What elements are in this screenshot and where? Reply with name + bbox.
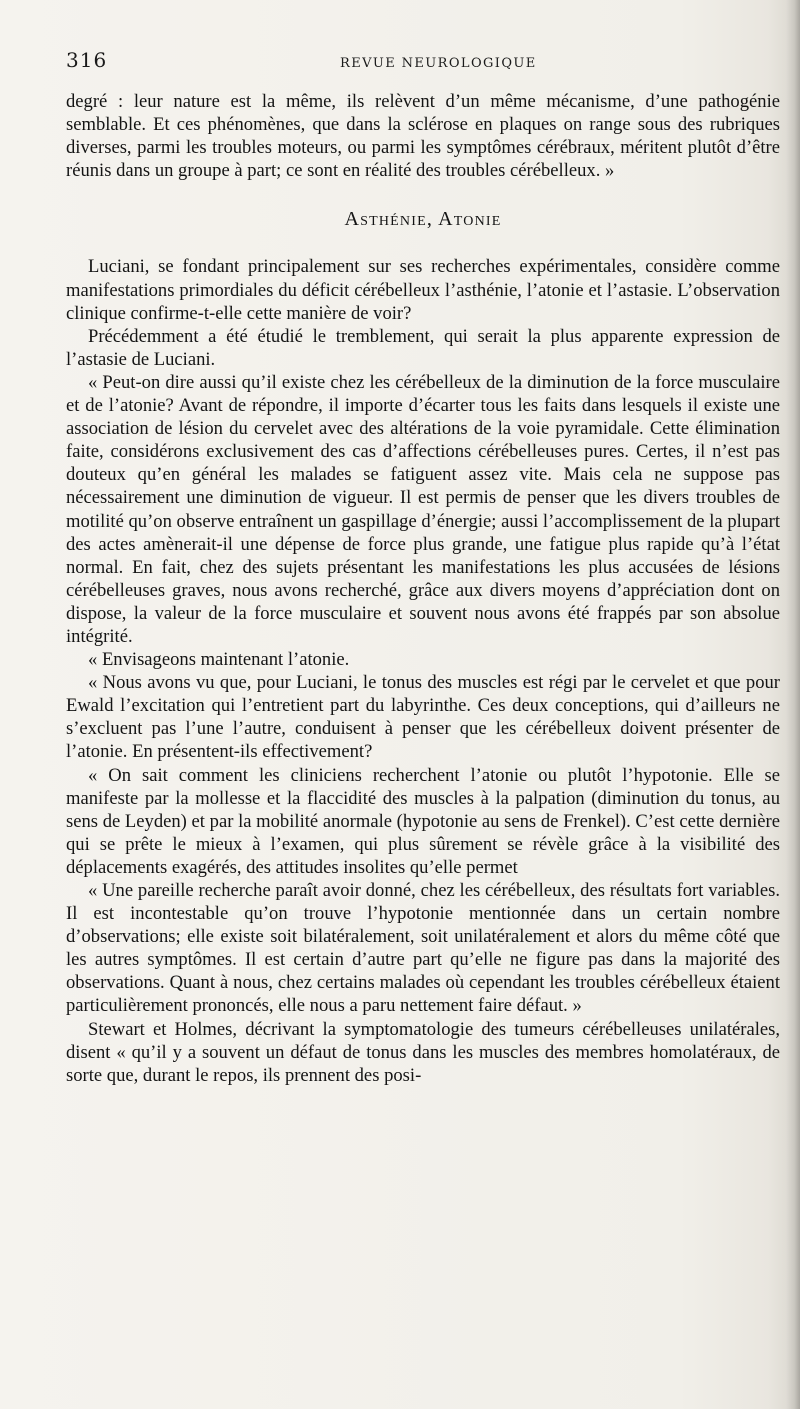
page-header bbox=[66, 44, 766, 74]
article-body bbox=[66, 90, 780, 1087]
quoted-paragraph: « Envisageons maintenant l’atonie. bbox=[88, 649, 350, 671]
page-number: 316 bbox=[66, 48, 108, 72]
paragraph: Stewart et Holmes, décrivant la symptomatologie des tumeurs cérébelleuses unilatérales, disent « qu’il y a souvent un défaut de tonus dans les muscles des membres homolatéraux, de sorte que, durant le repos, ils prennent des posi- bbox=[66, 1018, 780, 1086]
section-title: Asthénie, Atonie bbox=[344, 208, 502, 231]
quoted-paragraph: « Une pareille recherche paraît avoir donné, chez les cérébelleux, des résultats fort variables. Il est incontestable qu’on trouve l’hypotonie mentionnée dans un certain nombre d’observations; elle existe soit bilatéralement, soit unilatéralement et alors du même côté que les autres symptômes. Il est certain d’autre part qu’elle ne figure pas dans la majorité des observations. Quant à nous, chez certains malades où cependant les troubles cérébelleux étaient particulièrement prononcés, elle nous a paru nettement faire défaut. » bbox=[66, 880, 780, 1017]
quoted-paragraph: « On sait comment les cliniciens recherchent l’atonie ou plutôt l’hypotonie. Elle se manifeste par la mollesse et la flaccidité des muscles à la palpation (diminution du tonus, au sens de Leyden) et par la mobilité anormale (hypotonie au sens de Frenkel). C’est cette dernière qui se prête le mieux à l’examen, qui plus sûrement se révèle grâce à la visibilité des déplacements exagérés, des attitudes insolites qu’elle permet bbox=[66, 764, 780, 878]
paragraph-continuation: degré : leur nature est la même, ils relèvent d’un même mécanisme, d’une pathogénie semblable. Et ces phénomènes, que dans la sclérose en plaques on range sous des rubriques diverses, parmi les troubles moteurs, ou parmi les symptômes cérébraux, méritent plutôt d’être réunis dans un groupe à part; ce sont en réalité des troubles cérébelleux. » bbox=[66, 91, 780, 182]
paragraph: Précédemment a été étudié le tremblement, qui serait la plus apparente expression de l’astasie de Luciani. bbox=[66, 325, 780, 370]
running-head: REVUE NEUROLOGIQUE bbox=[340, 56, 537, 71]
paragraph: Luciani, se fondant principalement sur ses recherches expérimentales, considère comme manifestations primordiales du déficit cérébelleux l’asthénie, l’atonie et l’astasie. L’observation clinique confirme-t-elle cette manière de voir? bbox=[66, 256, 780, 324]
quoted-paragraph: « Peut-on dire aussi qu’il existe chez les cérébelleux de la diminution de la force musculaire et de l’atonie? Avant de répondre, il importe d’écarter tous les faits dans lesquels il existe une association de lésion du cervelet avec des altérations de la voie pyramidale. Cette élimination faite, considérons exclusivement des cas d’affections cérébelleuses pures. Certes, il n’est pas douteux qu’en général les malades se fatiguent assez vite. Mais cela ne suppose pas nécessairement une diminution de vigueur. Il est permis de penser que les divers troubles de motilité qu’on observe entraînent un gaspillage d’énergie; aussi l’accomplissement de la plupart des actes amènerait-il une dépense de force plus grande, une fatigue plus rapide qu’à l’état normal. En fait, chez des sujets présentant les manifestations les plus accusées de lésions cérébelleuses graves, nous avons recherché, grâce aux divers moyens d’appréciation dont on dispose, la valeur de la force musculaire et souvent nous avons été frappés par son absolue intégrité. bbox=[66, 371, 780, 647]
quoted-paragraph: « Nous avons vu que, pour Luciani, le tonus des muscles est régi par le cervelet et que pour Ewald l’excitation qui l’entretient part du labyrinthe. Ces deux conceptions, qui d’ailleurs ne s’excluent pas l’une l’autre, conduisent à penser que les cérébelleux doivent présenter de l’atonie. En présentent-ils effectivement? bbox=[66, 672, 780, 763]
page-edge-shadow bbox=[786, 0, 800, 1409]
